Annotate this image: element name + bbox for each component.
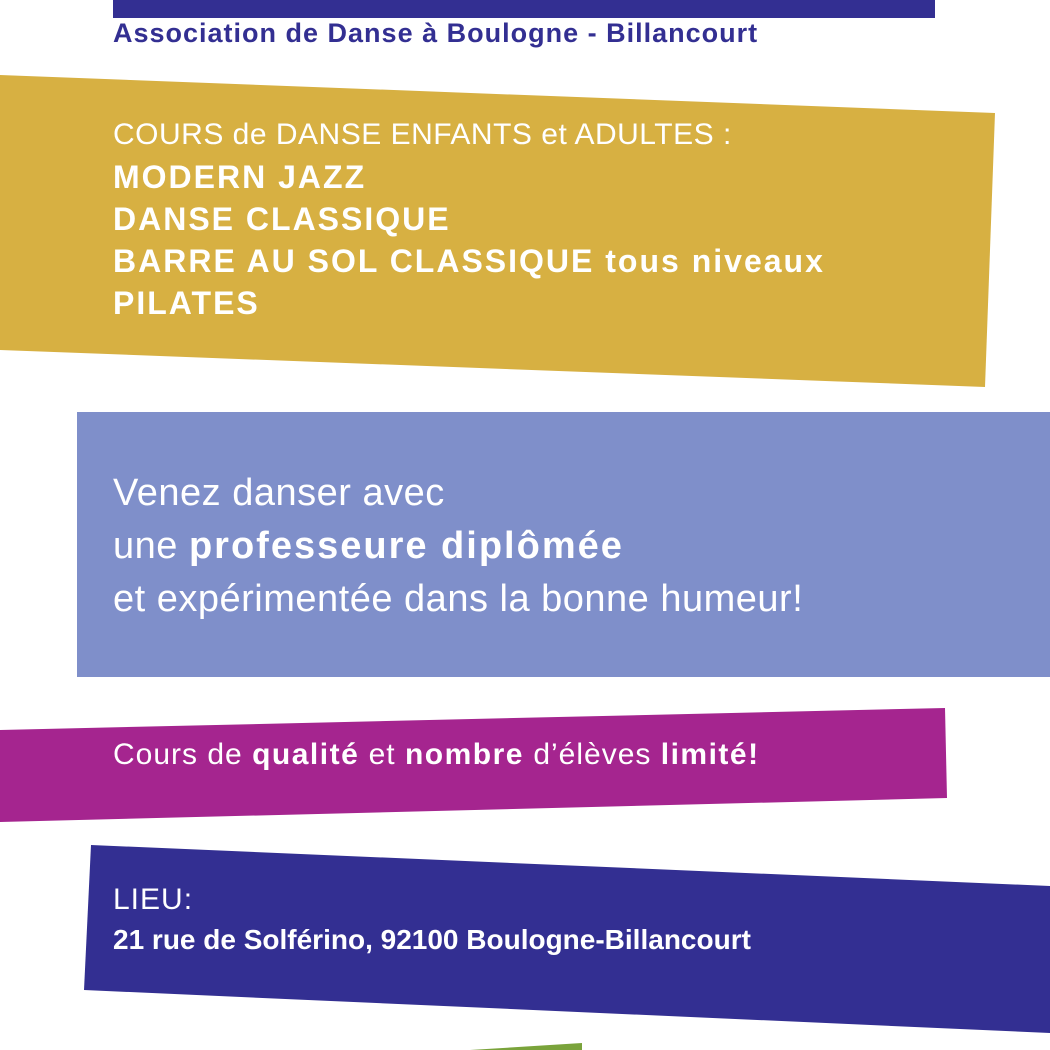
- location-label: LIEU:: [113, 883, 194, 916]
- teacher-line-3: et expérimentée dans la bonne humeur!: [113, 578, 804, 620]
- course-pilates: PILATES: [113, 285, 260, 321]
- association-title: Association de Danse à Boulogne - Billancourt: [113, 18, 759, 48]
- quality-text-3: d’élèves: [523, 738, 661, 771]
- teacher-line-2-highlight: professeure diplômée: [188, 525, 624, 567]
- teacher-panel-text: [113, 467, 803, 626]
- teacher-line-2-prefix: une: [113, 525, 189, 567]
- courses-intro: COURS de DANSE ENFANTS et ADULTES :: [113, 118, 732, 151]
- quality-text-2: et: [359, 738, 405, 771]
- course-barre-au-sol: BARRE AU SOL CLASSIQUE tous niveaux: [113, 243, 825, 279]
- location-address: 21 rue de Solférino, 92100 Boulogne-Billancourt: [113, 924, 751, 955]
- course-danse-classique: DANSE CLASSIQUE: [113, 201, 451, 237]
- top-navy-bar: [113, 0, 935, 18]
- quality-bold-limite: limité!: [660, 738, 760, 771]
- quality-bold-qualite: qualité: [252, 738, 360, 771]
- course-modern-jazz: MODERN JAZZ: [113, 159, 367, 195]
- green-panel-edge: [470, 1043, 582, 1050]
- quality-bold-nombre: nombre: [404, 738, 524, 771]
- location-panel-text: [113, 880, 751, 960]
- teacher-line-1: Venez danser avec: [113, 472, 445, 514]
- quality-panel-text: [113, 738, 760, 772]
- teacher-line-2: [113, 520, 803, 573]
- courses-panel-text: [113, 114, 825, 324]
- quality-text-1: Cours de: [113, 738, 253, 771]
